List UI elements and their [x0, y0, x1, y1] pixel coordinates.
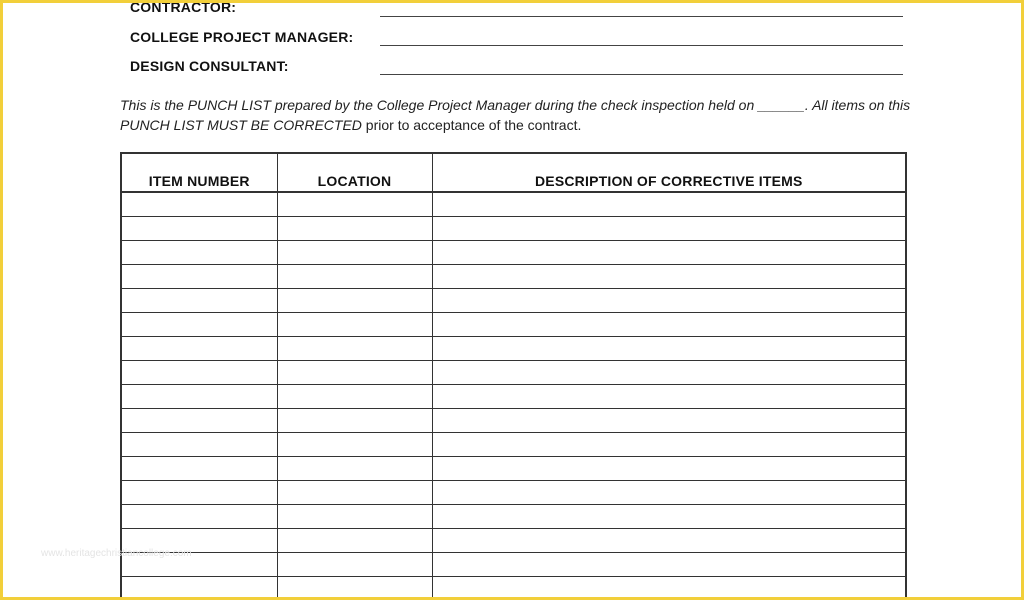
description-cell[interactable]	[432, 241, 906, 265]
table-row	[121, 457, 906, 481]
location-cell[interactable]	[277, 553, 432, 577]
intro-plain-text: prior to acceptance of the contract.	[361, 117, 582, 133]
location-cell[interactable]	[277, 337, 432, 361]
table-row	[121, 577, 906, 598]
item-number-cell[interactable]	[121, 241, 277, 265]
table-row	[121, 241, 906, 265]
location-cell[interactable]	[277, 505, 432, 529]
description-cell[interactable]	[432, 529, 906, 553]
table-row	[121, 505, 906, 529]
description-cell[interactable]	[432, 192, 906, 217]
table-row	[121, 192, 906, 217]
watermark: www.heritagechristiancollege.com	[41, 548, 192, 559]
punch-list-table	[120, 152, 907, 597]
item-number-cell[interactable]	[121, 577, 277, 598]
table-header-row	[121, 153, 906, 192]
table-row	[121, 385, 906, 409]
item-number-cell[interactable]	[121, 217, 277, 241]
location-cell[interactable]	[277, 481, 432, 505]
description-cell[interactable]	[432, 505, 906, 529]
location-cell[interactable]	[277, 361, 432, 385]
column-header-description: DESCRIPTION OF CORRECTIVE ITEMS	[432, 153, 906, 192]
table-row	[121, 217, 906, 241]
description-cell[interactable]	[432, 553, 906, 577]
location-cell[interactable]	[277, 313, 432, 337]
table-row	[121, 553, 906, 577]
item-number-cell[interactable]	[121, 409, 277, 433]
item-number-cell[interactable]	[121, 481, 277, 505]
description-cell[interactable]	[432, 385, 906, 409]
location-cell[interactable]	[277, 457, 432, 481]
item-number-cell[interactable]	[121, 265, 277, 289]
item-number-cell[interactable]	[121, 192, 277, 217]
design-consultant-row	[3, 55, 1021, 85]
description-cell[interactable]	[432, 361, 906, 385]
location-cell[interactable]	[277, 577, 432, 598]
table-row	[121, 289, 906, 313]
location-cell[interactable]	[277, 241, 432, 265]
description-cell[interactable]	[432, 265, 906, 289]
table-row	[121, 433, 906, 457]
column-header-location: LOCATION	[277, 153, 432, 192]
contractor-line[interactable]	[380, 16, 903, 17]
item-number-cell[interactable]	[121, 433, 277, 457]
item-number-cell[interactable]	[121, 313, 277, 337]
table-row	[121, 481, 906, 505]
college-pm-line[interactable]	[380, 45, 903, 46]
location-cell[interactable]	[277, 265, 432, 289]
table-row	[121, 409, 906, 433]
description-cell[interactable]	[432, 433, 906, 457]
location-cell[interactable]	[277, 433, 432, 457]
contractor-label: CONTRACTOR:	[130, 3, 237, 15]
item-number-cell[interactable]	[121, 385, 277, 409]
description-cell[interactable]	[432, 457, 906, 481]
table-row	[121, 337, 906, 361]
table-row	[121, 529, 906, 553]
contractor-row	[3, 3, 1021, 26]
intro-paragraph	[120, 95, 935, 135]
item-number-cell[interactable]	[121, 505, 277, 529]
college-pm-label: COLLEGE PROJECT MANAGER:	[130, 29, 354, 45]
column-header-item-number: ITEM NUMBER	[121, 153, 277, 192]
item-number-cell[interactable]	[121, 337, 277, 361]
location-cell[interactable]	[277, 289, 432, 313]
description-cell[interactable]	[432, 337, 906, 361]
item-number-cell[interactable]	[121, 457, 277, 481]
description-cell[interactable]	[432, 217, 906, 241]
description-cell[interactable]	[432, 481, 906, 505]
description-cell[interactable]	[432, 289, 906, 313]
location-cell[interactable]	[277, 192, 432, 217]
design-consultant-label: DESIGN CONSULTANT:	[130, 58, 289, 74]
location-cell[interactable]	[277, 217, 432, 241]
table-row	[121, 313, 906, 337]
table-row	[121, 265, 906, 289]
description-cell[interactable]	[432, 313, 906, 337]
item-number-cell[interactable]	[121, 361, 277, 385]
intro-italic-text: This is the PUNCH LIST prepared by the College Project Manager during the check inspection held on ______. All items on this PUNCH LIST MUST BE CORRECTED	[120, 97, 911, 133]
item-number-cell[interactable]	[121, 289, 277, 313]
college-pm-row	[3, 26, 1021, 56]
description-cell[interactable]	[432, 577, 906, 598]
design-consultant-line[interactable]	[380, 74, 903, 75]
description-cell[interactable]	[432, 409, 906, 433]
location-cell[interactable]	[277, 409, 432, 433]
location-cell[interactable]	[277, 529, 432, 553]
punch-list-page	[3, 3, 1021, 597]
table-row	[121, 361, 906, 385]
location-cell[interactable]	[277, 385, 432, 409]
